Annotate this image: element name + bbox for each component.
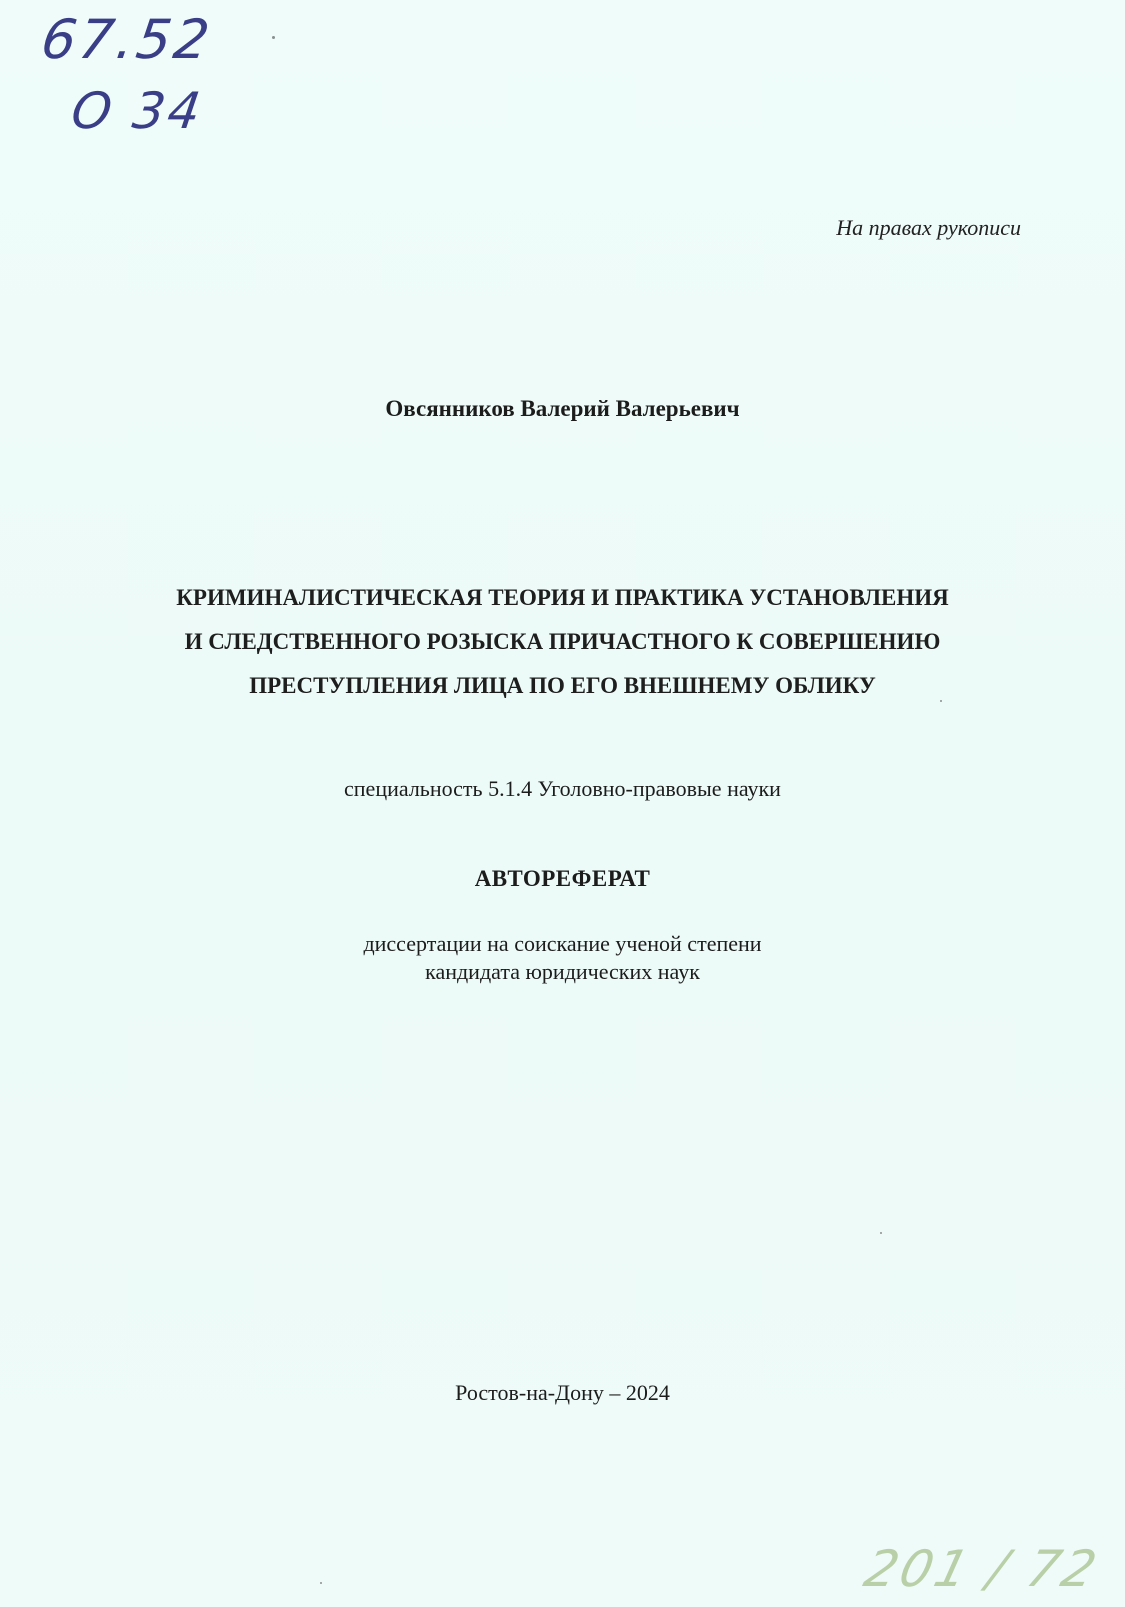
scan-speck [320, 1582, 322, 1584]
handwritten-author-mark: O 34 [67, 82, 207, 140]
author-name: Овсянников Валерий Валерьевич [385, 396, 740, 421]
degree-description [0, 930, 1125, 986]
title-line: ПРЕСТУПЛЕНИЯ ЛИЦА ПО ЕГО ВНЕШНЕМУ ОБЛИКУ [249, 673, 876, 698]
scan-speck [880, 1232, 882, 1234]
scan-speck [940, 700, 942, 702]
title-line: КРИМИНАЛИСТИЧЕСКАЯ ТЕОРИЯ И ПРАКТИКА УСТАНОВЛЕНИЯ [176, 585, 949, 610]
title-line: И СЛЕДСТВЕННОГО РОЗЫСКА ПРИЧАСТНОГО К СОВЕРШЕНИЮ [184, 629, 941, 654]
handwritten-classification-code: 67.52 [37, 8, 217, 71]
handwritten-inventory-number: 201 / 72 [858, 1540, 1105, 1598]
rights-note: На правах рукописи [836, 215, 1021, 240]
scan-speck [272, 36, 275, 39]
specialty: специальность 5.1.4 Уголовно-правовые науки [344, 776, 781, 801]
degree-line: кандидата юридических наук [425, 959, 700, 984]
place-year: Ростов-на-Дону – 2024 [455, 1380, 670, 1405]
document-title [0, 576, 1125, 708]
degree-line: диссертации на соискание ученой степени [363, 931, 762, 956]
document-type: АВТОРЕФЕРАТ [474, 866, 651, 891]
